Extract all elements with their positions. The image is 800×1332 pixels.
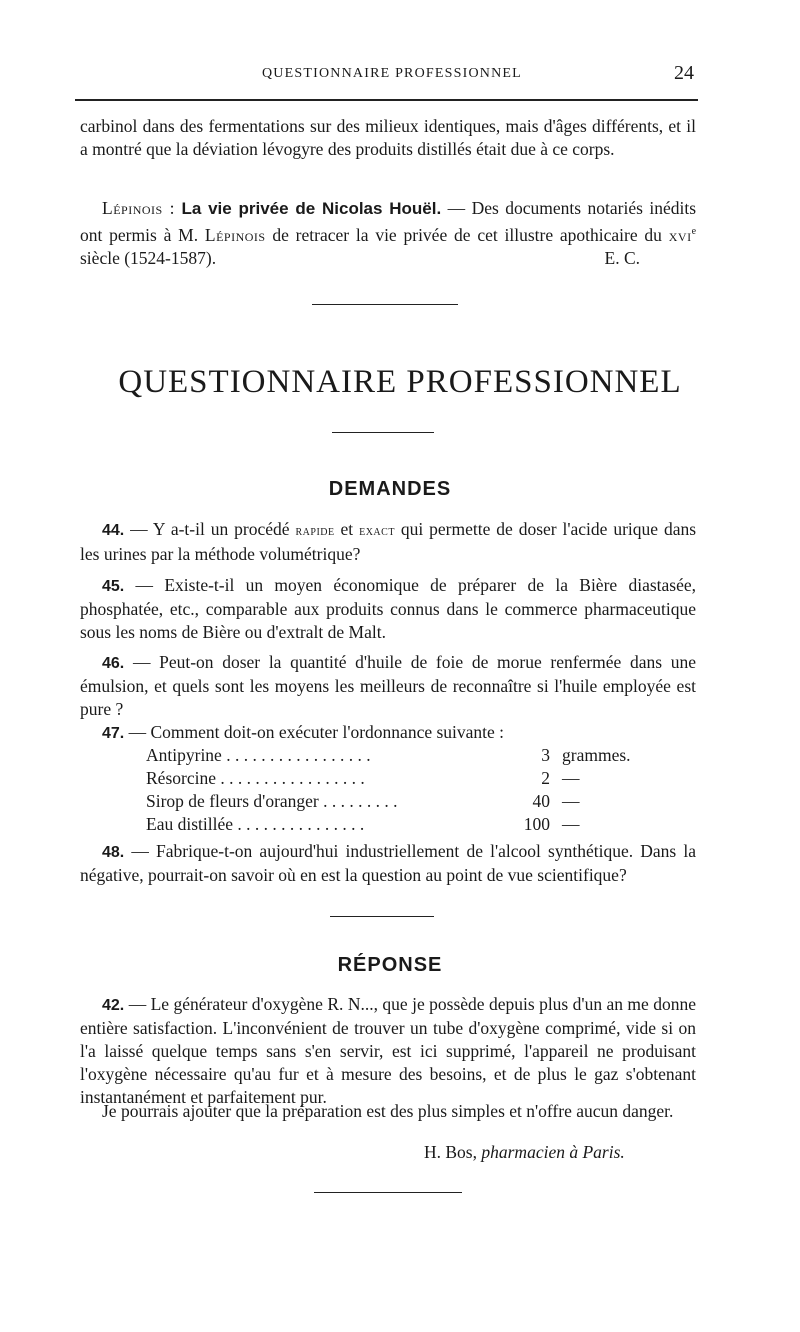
lepinois-text-a: — Des documents notariés inédits ont permis à M. [80, 198, 697, 245]
answer-extra-text: Je pourrais ajouter que la préparation est des plus simples et n'offre aucun danger. [102, 1101, 674, 1121]
quantity: 2 [541, 768, 550, 788]
question-text: — Comment doit-on exécuter l'ordonnance suivante : [128, 722, 505, 742]
question-text: — Peut-on doser la quantité d'huile de foie de morue renfermée dans une émulsion, et quels sont les moyens les meilleurs de reconnaître si l'huile employée est pure ? [80, 652, 697, 719]
lepinois-century-sup: e [691, 226, 697, 237]
lepinois-century: xvi [668, 224, 692, 245]
prescription-row [146, 790, 626, 813]
question-48 [80, 840, 696, 887]
question-46 [80, 651, 696, 721]
question-text: — Fabrique-t-on aujourd'hui industriellement de l'alcool synthétique. Dans la négative, pourrait-on savoir où en est la question au point de vue scientifique? [80, 841, 696, 885]
answer-number: 42. [102, 997, 125, 1014]
question-number: 46. [102, 655, 125, 672]
unit: — [562, 768, 580, 788]
lepinois-text-c: siècle (1524-1587). [80, 247, 217, 268]
answer-42 [80, 993, 696, 1109]
quantity: 100 [523, 814, 550, 834]
ingredient: Résorcine . . . . . . . . . . . . . . . . . [146, 768, 365, 788]
question-number: 45. [102, 578, 125, 595]
question-number: 44. [102, 522, 125, 539]
header-rule [75, 99, 698, 101]
prescription-table [146, 744, 631, 836]
running-head-title: QUESTIONNAIRE PROFESSIONNEL [262, 66, 522, 81]
answer-extra [80, 1100, 696, 1123]
question-number: 47. [102, 725, 125, 742]
signature-name: H. Bos, [424, 1142, 477, 1162]
main-title: QUESTIONNAIRE PROFESSIONNEL [118, 364, 682, 400]
question-text: — Y a-t-il un procédé [130, 519, 290, 539]
ingredient: Sirop de fleurs d'oranger . . . . . . . . . [146, 791, 398, 811]
question-number: 48. [102, 844, 125, 861]
lepinois-author: Lépinois : [102, 198, 175, 218]
title-rule [332, 432, 434, 433]
carbinol-paragraph: carbinol dans des fermentations sur des milieux identiques, mais d'âges différents, et il a montré que la déviation lévogyre des produits distillés était due à ce corps. [80, 116, 696, 159]
question-text: — Existe-t-il un moyen économique de préparer de la Bière diastasée, phosphatée, etc., comparable aux produits connus dans le commerce pharmaceutique sous les noms de Bière ou d'extralt de Malt. [80, 575, 696, 642]
lepinois-name: Lépinois [204, 224, 266, 245]
question-text: et [340, 519, 354, 539]
signature-role: pharmacien à Paris. [481, 1142, 625, 1162]
end-rule [314, 1192, 462, 1193]
quantity: 3 [541, 745, 550, 765]
prescription-row [146, 767, 626, 790]
question-45 [80, 574, 696, 644]
section-rule [330, 916, 434, 917]
question-term: exact [359, 524, 395, 539]
section-rule [312, 304, 458, 305]
lepinois-text-b: de retracer la vie privée de cet illustre apothicaire du [272, 224, 662, 245]
prescription-row [146, 813, 626, 836]
unit: — [562, 791, 580, 811]
lepinois-title: La vie privée de Nicolas Houël. [181, 199, 442, 218]
question-44 [80, 518, 696, 566]
question-term: rapide [295, 524, 335, 539]
unit: grammes. [562, 745, 631, 765]
demandes-heading: DEMANDES [328, 478, 452, 500]
answer-text: — Le générateur d'oxygène R. N..., que je possède depuis plus d'un an me donne entière satisfaction. L'inconvénient de trouver un tube d'oxygène comprimé, vide si on l'a laissé quelque temps sans s'en servir, est ici supprimé, l'appareil ne produisant l'oxygène nécessaire qu'au fur et à mesure des besoins, et de plus le gaz s'obtenant instantanément et parfaitement pur. [80, 994, 697, 1107]
signature [424, 1142, 625, 1163]
quantity: 40 [532, 791, 550, 811]
unit: — [562, 814, 580, 834]
page-number: 24 [674, 62, 694, 84]
question-text: qui permette de doser l'acide urique dans les urines par la méthode volumétrique? [80, 519, 697, 564]
prescription-row [146, 744, 631, 767]
reponse-heading: RÉPONSE [337, 954, 443, 976]
ingredient: Eau distillée . . . . . . . . . . . . . . . [146, 814, 365, 834]
initials: E. C. [604, 247, 640, 268]
ingredient: Antipyrine . . . . . . . . . . . . . . . . . [146, 745, 371, 765]
running-head [72, 62, 700, 90]
lepinois-paragraph [80, 197, 696, 270]
question-47 [80, 721, 696, 745]
